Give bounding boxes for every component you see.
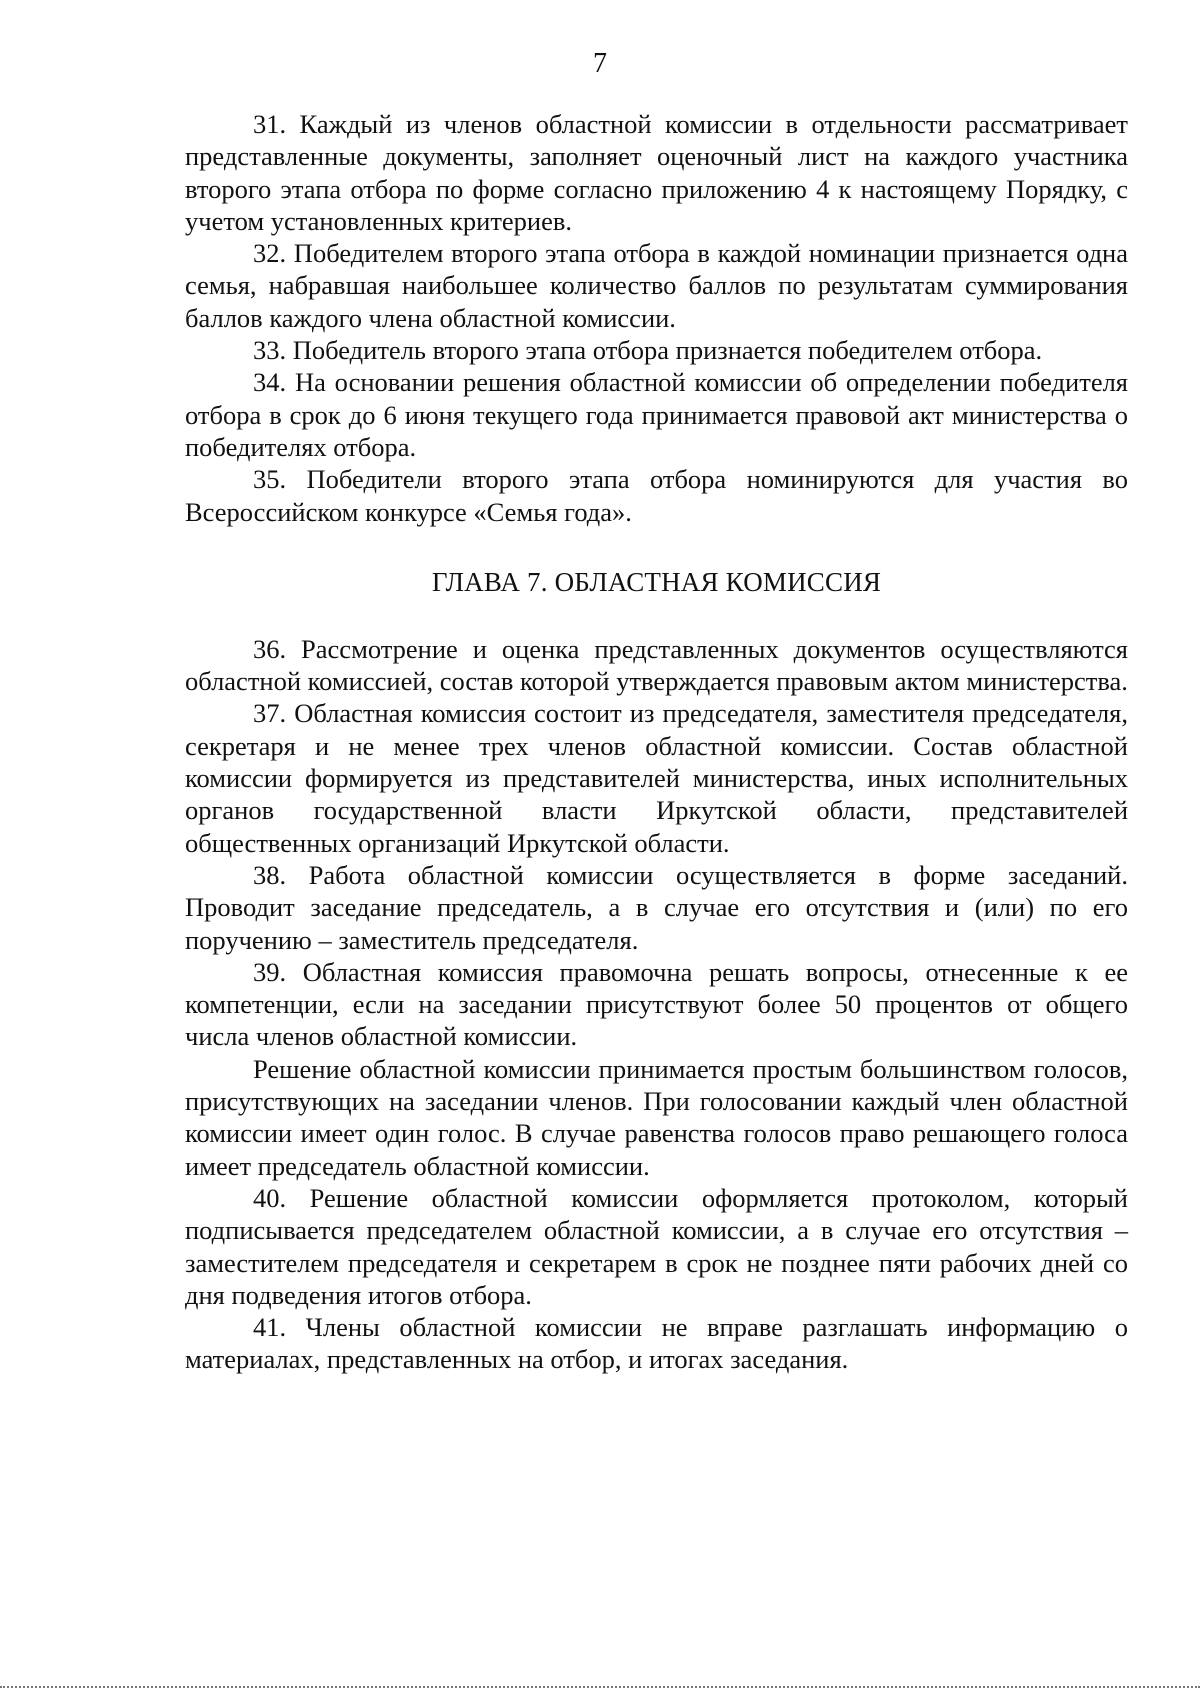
paragraph-34: 34. На основании решения областной комиссии об определении победителя отбора в срок до 6 июня текущего года принимается правовой акт министерства о победителях отбора. [185, 367, 1128, 462]
paragraph-40: 40. Решение областной комиссии оформляется протоколом, который подписывается председателем областной комиссии, а в случае его отсутствия – заместителем председателя и секретарем в срок не позднее пяти рабочих дней со дня подведения итогов отбора. [185, 1182, 1128, 1310]
paragraph-39-continued: Решение областной комиссии принимается простым большинством голосов, присутствующих на заседании членов. При голосовании каждый член областной комиссии имеет один голос. В случае равенства голосов право решающего голоса имеет председатель областной комиссии. [185, 1053, 1128, 1181]
paragraph-35: 35. Победители второго этапа отбора номинируются для участия во Всероссийском конкурсе «Семья года». [185, 464, 1128, 527]
paragraph-33: 33. Победитель второго этапа отбора признается победителем отбора. [253, 335, 1043, 366]
scan-bottom-edge [0, 1686, 1200, 1688]
chapter-title: ГЛАВА 7. ОБЛАСТНАЯ КОМИССИЯ [431, 566, 882, 597]
document-body [185, 108, 1128, 1376]
paragraph-37: 37. Областная комиссия состоит из председателя, заместителя председателя, секретаря и не менее трех членов областной комиссии. Состав областной комиссии формируется из представителей министерства, иных исполнительных органов государственной власти Иркутской области, представителей общественных организаций Иркутской области. [185, 698, 1128, 858]
paragraph-32: 32. Победителем второго этапа отбора в каждой номинации признается одна семья, набравшая наибольшее количество баллов по результатам суммирования баллов каждого члена областной комиссии. [185, 238, 1128, 333]
paragraph-31: 31. Каждый из членов областной комиссии в отдельности рассматривает представленные документы, заполняет оценочный лист на каждого участника второго этапа отбора по форме согласно приложению 4 к настоящему Порядку, с учетом установленных критериев. [185, 109, 1128, 236]
paragraph-38: 38. Работа областной комиссии осуществляется в форме заседаний. Проводит заседание председатель, а в случае его отсутствия и (или) по его поручению – заместитель председателя. [185, 859, 1128, 955]
paragraph-36: 36. Рассмотрение и оценка представленных документов осуществляются областной комиссией, состав которой утверждается правовым актом министерства. [185, 633, 1128, 697]
page-number: 7 [593, 48, 607, 79]
paragraph-41: 41. Члены областной комиссии не вправе разглашать информацию о материалах, представленных на отбор, и итогах заседания. [185, 1312, 1128, 1375]
paragraph-39: 39. Областная комиссия правомочна решать вопросы, отнесенные к ее компетенции, если на заседании присутствуют более 50 процентов от общего числа членов областной комиссии. [185, 956, 1128, 1052]
